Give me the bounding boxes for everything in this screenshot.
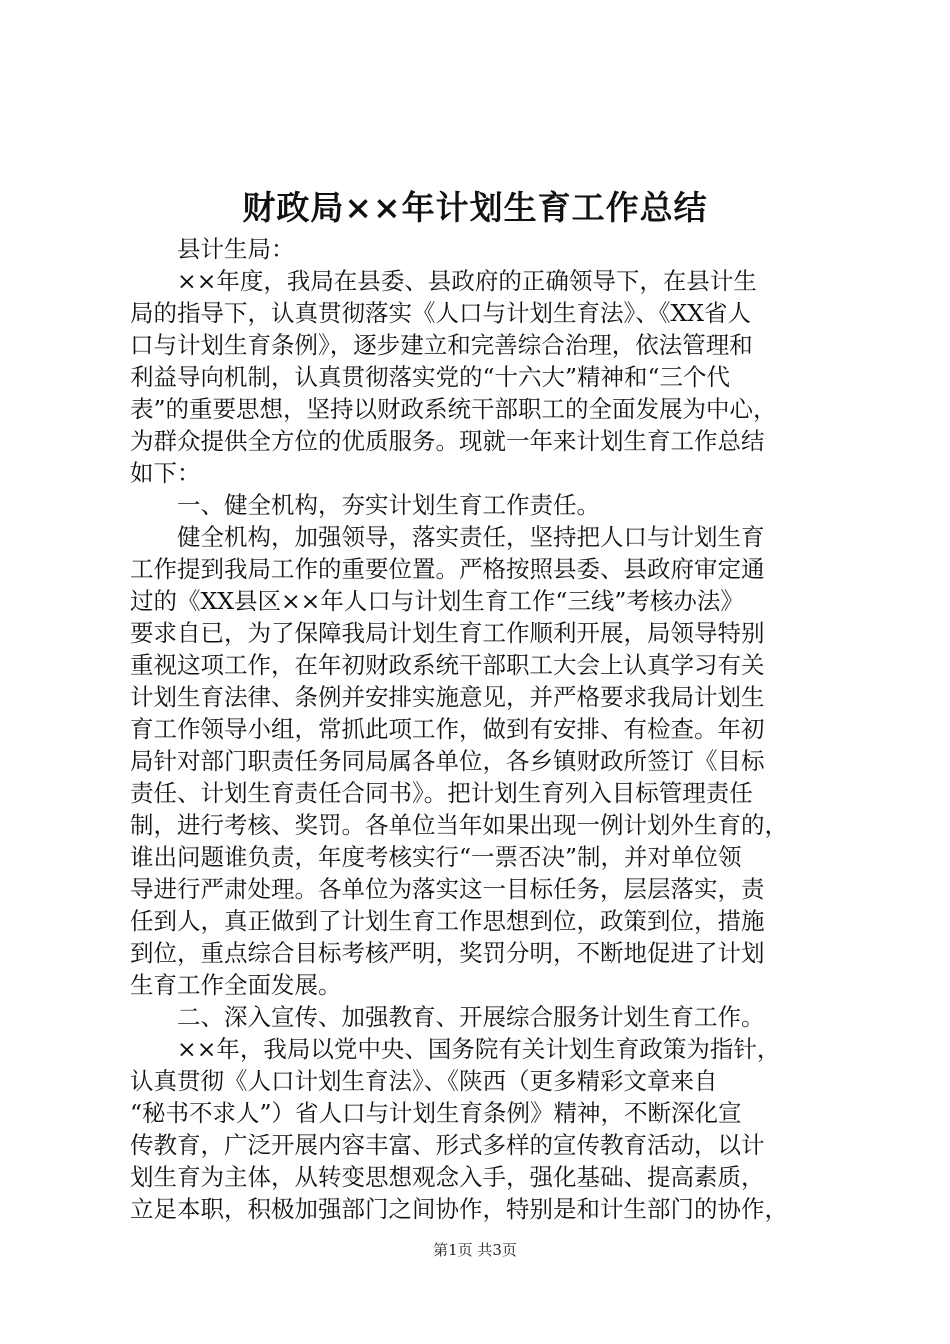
section-heading-1: 一、健全机构，夯实计划生育工作责任。 [177,491,600,519]
section-heading-2: 二、深入宣传、加强教育、开展综合服务计划生育工作。 [177,1003,765,1031]
document-title: 财政局××年计划生育工作总结 [242,188,708,227]
paragraph-section-2: ××年，我局以党中央、国务院有关计划生育政策为指针， 认真贯彻《人口计划生育法》、《陕西（更多精彩文章来自 “秘书不求人”）省人口与计划生育条例》精神，不断深化宣 传教育，广泛开展内容丰富、形式多样的宣传教育活动，以计 划生育为主体，从转变思想观念入手，强化基础、提高素质， 立足本职，积极加强部门之间协作，特别是和计生部门的协作， [130,1035,788,1223]
page-footer: 第1页 共3页 [433,1241,517,1259]
document-body [130,233,830,1225]
salutation: 县计生局： [177,235,295,263]
paragraph-section-1: 健全机构，加强领导，落实责任，坚持把人口与计划生育 工作提到我局工作的重要位置。严格按照县委、县政府审定通 过的《XX县区××年人口与计划生育工作“三线”考核办法》 要求自已，为了保障我局计划生育工作顺利开展，局领导特别 重视这项工作，在年初财政系统干部职工大会上认真学习有关 计划生育法律、条例并安排实施意见，并严格要求我局计划生 育工作领导小组，常抓此项工作，做到有安排、有检查。年初 局针对部门职责任务同局属各单位，各乡镇财政所签订《目标 责任、计划生育责任合同书》。把计划生育列入目标管理责任 制，进行考核、奖罚。各单位当年如果出现一例计划外生育的， 谁出问题谁负责，年度考核实行“一票否决”制，并对单位领 导进行严肃处理。各单位为落实这一目标任务，层层落实，责 任到人，真正做到了计划生育工作思想到位，政策到位，措施 到位，重点综合目标考核严明，奖罚分明，不断地促进了计划 生育工作全面发展。 [130,523,788,999]
paragraph-intro: ××年度，我局在县委、县政府的正确领导下，在县计生 局的指导下，认真贯彻落实《人口与计划生育法》、《XX省人 口与计划生育条例》，逐步建立和完善综合治理，依法管理和 利益导向机制，认真贯彻落实党的“十六大”精神和“三个代 表”的重要思想，坚持以财政系统干部职工的全面发展为中心， 为群众提供全方位的优质服务。现就一年来计划生育工作总结 如下： [130,267,777,487]
